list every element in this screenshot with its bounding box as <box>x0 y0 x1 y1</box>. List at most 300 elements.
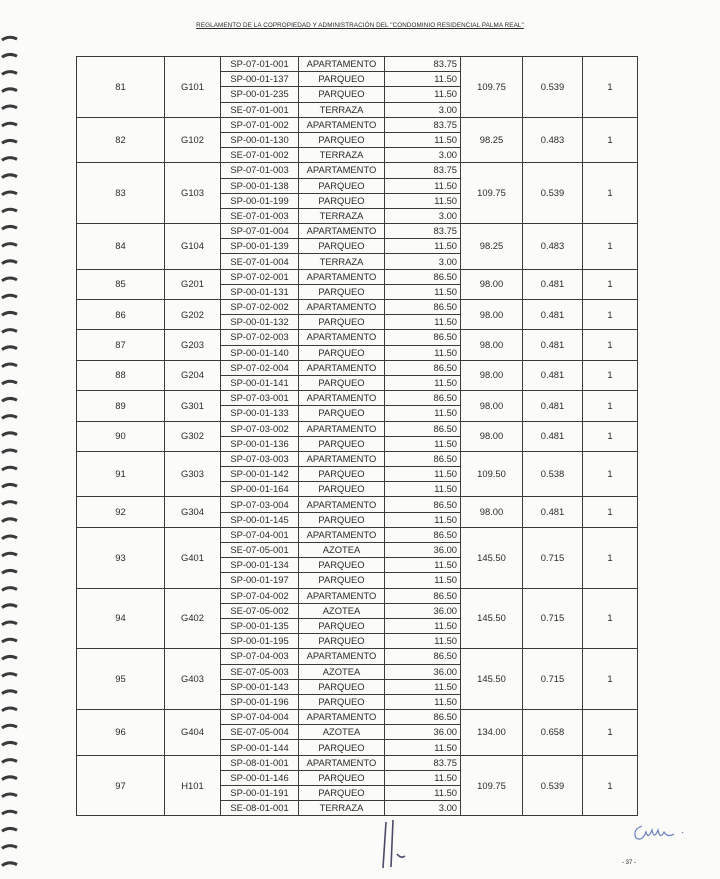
unit-number: 95 <box>77 649 165 710</box>
item-type: PARQUEO <box>299 634 385 649</box>
item-id: SP-00-01-196 <box>221 694 299 709</box>
unit-coefficient: 0.715 <box>523 649 583 710</box>
binder-hole <box>2 330 17 333</box>
item-id: SP-07-01-002 <box>221 117 299 132</box>
item-id: SP-00-01-146 <box>221 770 299 785</box>
unit-votes: 1 <box>583 755 638 816</box>
unit-total-area: 98.25 <box>461 117 523 163</box>
unit-total-area: 98.25 <box>461 224 523 270</box>
item-type: APARTAMENTO <box>299 710 385 725</box>
unit-coefficient: 0.481 <box>523 269 583 299</box>
item-type: PARQUEO <box>299 72 385 87</box>
unit-number: 90 <box>77 421 165 451</box>
binder-hole <box>2 622 17 625</box>
unit-votes: 1 <box>583 360 638 390</box>
item-id: SP-00-01-143 <box>221 679 299 694</box>
item-id: SP-00-01-195 <box>221 634 299 649</box>
unit-number: 83 <box>77 163 165 224</box>
item-area: 11.50 <box>385 72 461 87</box>
binder-hole <box>2 192 17 195</box>
unit-number: 97 <box>77 755 165 816</box>
unit-number: 86 <box>77 300 165 330</box>
item-area: 83.75 <box>385 117 461 132</box>
signature-mark <box>370 818 420 873</box>
unit-total-area: 109.75 <box>461 57 523 118</box>
item-id: SP-07-01-003 <box>221 163 299 178</box>
item-area: 11.50 <box>385 482 461 497</box>
item-area: 86.50 <box>385 451 461 466</box>
unit-number: 84 <box>77 224 165 270</box>
item-area: 11.50 <box>385 239 461 254</box>
item-id: SP-07-01-001 <box>221 57 299 72</box>
item-area: 36.00 <box>385 725 461 740</box>
item-area: 86.50 <box>385 360 461 375</box>
item-type: PARQUEO <box>299 558 385 573</box>
item-id: SP-00-01-135 <box>221 618 299 633</box>
table-row <box>77 497 638 512</box>
item-area: 83.75 <box>385 57 461 72</box>
item-type: PARQUEO <box>299 178 385 193</box>
item-id: SE-07-05-004 <box>221 725 299 740</box>
item-type: PARQUEO <box>299 345 385 360</box>
table-row <box>77 117 638 132</box>
unit-number: 85 <box>77 269 165 299</box>
unit-number: 82 <box>77 117 165 163</box>
table-row <box>77 391 638 406</box>
binder-hole <box>2 364 17 367</box>
item-area: 11.50 <box>385 558 461 573</box>
binder-hole <box>2 484 17 487</box>
item-type: TERRAZA <box>299 254 385 269</box>
item-id: SP-07-04-003 <box>221 649 299 664</box>
unit-votes: 1 <box>583 163 638 224</box>
binder-hole <box>2 519 17 522</box>
item-area: 11.50 <box>385 375 461 390</box>
item-type: APARTAMENTO <box>299 269 385 284</box>
binder-hole <box>2 72 17 75</box>
unit-total-area: 98.00 <box>461 300 523 330</box>
item-type: AZOTEA <box>299 603 385 618</box>
binder-hole <box>2 158 17 161</box>
item-id: SP-07-01-004 <box>221 224 299 239</box>
unit-votes: 1 <box>583 421 638 451</box>
binder-hole <box>2 536 17 539</box>
unit-votes: 1 <box>583 710 638 756</box>
unit-number: 87 <box>77 330 165 360</box>
unit-votes: 1 <box>583 391 638 421</box>
item-id: SP-00-01-142 <box>221 467 299 482</box>
unit-coefficient: 0.715 <box>523 527 583 588</box>
item-area: 11.50 <box>385 315 461 330</box>
binder-hole <box>2 175 17 178</box>
document-header: REGLAMENTO DE LA COPROPIEDAD Y ADMINISTRACIÓN DEL "CONDOMINIO RESIDENCIAL PALMA REAL" <box>196 22 524 29</box>
binder-hole <box>2 846 17 849</box>
binder-hole <box>2 244 17 247</box>
item-id: SP-08-01-001 <box>221 755 299 770</box>
unit-code: G201 <box>165 269 221 299</box>
item-area: 86.50 <box>385 391 461 406</box>
item-area: 11.50 <box>385 634 461 649</box>
binder-hole <box>2 398 17 401</box>
unit-code: G401 <box>165 527 221 588</box>
unit-coefficient: 0.483 <box>523 117 583 163</box>
unit-coefficient: 0.481 <box>523 300 583 330</box>
item-type: PARQUEO <box>299 770 385 785</box>
item-id: SE-07-05-002 <box>221 603 299 618</box>
table-row <box>77 588 638 603</box>
unit-votes: 1 <box>583 588 638 649</box>
unit-total-area: 98.00 <box>461 421 523 451</box>
item-type: APARTAMENTO <box>299 360 385 375</box>
item-id: SP-00-01-138 <box>221 178 299 193</box>
binder-hole <box>2 37 17 40</box>
item-id: SE-07-05-001 <box>221 543 299 558</box>
binder-hole <box>2 261 17 264</box>
item-id: SP-07-04-001 <box>221 527 299 542</box>
item-area: 3.00 <box>385 102 461 117</box>
item-type: PARQUEO <box>299 679 385 694</box>
item-area: 11.50 <box>385 436 461 451</box>
binder-hole <box>2 863 17 866</box>
table-row <box>77 649 638 664</box>
item-id: SP-00-01-130 <box>221 132 299 147</box>
item-id: SE-07-01-001 <box>221 102 299 117</box>
item-type: PARQUEO <box>299 436 385 451</box>
binder-hole <box>2 656 17 659</box>
item-id: SP-07-02-003 <box>221 330 299 345</box>
unit-number: 96 <box>77 710 165 756</box>
item-area: 86.50 <box>385 269 461 284</box>
table-row <box>77 755 638 770</box>
unit-code: G301 <box>165 391 221 421</box>
item-type: APARTAMENTO <box>299 451 385 466</box>
item-type: APARTAMENTO <box>299 330 385 345</box>
item-area: 11.50 <box>385 406 461 421</box>
unit-number: 89 <box>77 391 165 421</box>
unit-total-area: 134.00 <box>461 710 523 756</box>
item-type: PARQUEO <box>299 284 385 299</box>
unit-code: G102 <box>165 117 221 163</box>
binder-hole <box>2 570 17 573</box>
unit-total-area: 145.50 <box>461 527 523 588</box>
item-id: SE-07-05-003 <box>221 664 299 679</box>
item-type: PARQUEO <box>299 375 385 390</box>
unit-total-area: 145.50 <box>461 649 523 710</box>
table-row <box>77 269 638 284</box>
item-type: PARQUEO <box>299 618 385 633</box>
item-area: 86.50 <box>385 421 461 436</box>
item-area: 86.50 <box>385 527 461 542</box>
unit-number: 93 <box>77 527 165 588</box>
item-id: SP-07-04-002 <box>221 588 299 603</box>
binder-hole <box>2 605 17 608</box>
table-row <box>77 421 638 436</box>
item-area: 83.75 <box>385 755 461 770</box>
unit-code: G101 <box>165 57 221 118</box>
item-area: 11.50 <box>385 618 461 633</box>
item-id: SP-00-01-145 <box>221 512 299 527</box>
item-area: 11.50 <box>385 132 461 147</box>
item-type: TERRAZA <box>299 102 385 117</box>
item-type: PARQUEO <box>299 193 385 208</box>
unit-code: G303 <box>165 451 221 497</box>
item-type: APARTAMENTO <box>299 391 385 406</box>
item-type: TERRAZA <box>299 801 385 816</box>
binder-hole <box>2 742 17 745</box>
item-id: SP-07-03-003 <box>221 451 299 466</box>
item-area: 83.75 <box>385 163 461 178</box>
binder-hole <box>2 828 17 831</box>
unit-coefficient: 0.481 <box>523 391 583 421</box>
item-type: APARTAMENTO <box>299 57 385 72</box>
unit-code: H101 <box>165 755 221 816</box>
item-id: SP-00-01-197 <box>221 573 299 588</box>
item-id: SP-00-01-235 <box>221 87 299 102</box>
item-id: SP-00-01-140 <box>221 345 299 360</box>
unit-votes: 1 <box>583 269 638 299</box>
item-id: SP-07-03-001 <box>221 391 299 406</box>
item-id: SP-07-03-004 <box>221 497 299 512</box>
item-type: APARTAMENTO <box>299 421 385 436</box>
item-id: SP-00-01-164 <box>221 482 299 497</box>
table-row <box>77 57 638 72</box>
unit-coefficient: 0.483 <box>523 224 583 270</box>
table-row <box>77 330 638 345</box>
table-row <box>77 451 638 466</box>
binder-hole <box>2 433 17 436</box>
unit-code: G104 <box>165 224 221 270</box>
unit-coefficient: 0.538 <box>523 451 583 497</box>
unit-code: G103 <box>165 163 221 224</box>
item-type: APARTAMENTO <box>299 649 385 664</box>
item-area: 11.50 <box>385 512 461 527</box>
item-type: PARQUEO <box>299 87 385 102</box>
unit-votes: 1 <box>583 300 638 330</box>
item-type: APARTAMENTO <box>299 755 385 770</box>
unit-total-area: 109.75 <box>461 163 523 224</box>
item-area: 3.00 <box>385 148 461 163</box>
binder-hole <box>2 209 17 212</box>
binder-holes <box>0 0 26 879</box>
binder-hole <box>2 278 17 281</box>
item-id: SP-00-01-132 <box>221 315 299 330</box>
page-number: - 37 - <box>622 860 637 866</box>
item-area: 11.50 <box>385 740 461 755</box>
unit-votes: 1 <box>583 649 638 710</box>
binder-hole <box>2 553 17 556</box>
binder-hole <box>2 502 17 505</box>
item-area: 83.75 <box>385 224 461 239</box>
binder-hole <box>2 54 17 57</box>
unit-coefficient: 0.658 <box>523 710 583 756</box>
table-row <box>77 710 638 725</box>
item-id: SP-00-01-139 <box>221 239 299 254</box>
item-type: PARQUEO <box>299 315 385 330</box>
unit-votes: 1 <box>583 497 638 527</box>
unit-code: G203 <box>165 330 221 360</box>
item-area: 3.00 <box>385 208 461 223</box>
binder-hole <box>2 794 17 797</box>
binder-hole <box>2 760 17 763</box>
item-type: APARTAMENTO <box>299 300 385 315</box>
item-area: 11.50 <box>385 694 461 709</box>
item-type: APARTAMENTO <box>299 224 385 239</box>
binder-hole <box>2 725 17 728</box>
item-area: 11.50 <box>385 345 461 360</box>
unit-total-area: 98.00 <box>461 269 523 299</box>
unit-code: G202 <box>165 300 221 330</box>
binder-hole <box>2 347 17 350</box>
item-area: 86.50 <box>385 649 461 664</box>
item-area: 86.50 <box>385 330 461 345</box>
unit-coefficient: 0.539 <box>523 755 583 816</box>
item-type: PARQUEO <box>299 239 385 254</box>
table-row <box>77 527 638 542</box>
binder-hole <box>2 106 17 109</box>
binder-hole <box>2 674 17 677</box>
item-area: 11.50 <box>385 770 461 785</box>
item-id: SP-00-01-191 <box>221 786 299 801</box>
unit-coefficient: 0.481 <box>523 330 583 360</box>
item-type: AZOTEA <box>299 725 385 740</box>
unit-coefficient: 0.481 <box>523 421 583 451</box>
item-area: 11.50 <box>385 87 461 102</box>
item-id: SP-00-01-136 <box>221 436 299 451</box>
item-area: 11.50 <box>385 178 461 193</box>
unit-votes: 1 <box>583 330 638 360</box>
binder-hole <box>2 123 17 126</box>
item-area: 3.00 <box>385 254 461 269</box>
unit-total-area: 109.50 <box>461 451 523 497</box>
binder-hole <box>2 708 17 711</box>
item-id: SP-00-01-199 <box>221 193 299 208</box>
item-id: SP-00-01-144 <box>221 740 299 755</box>
unit-code: G302 <box>165 421 221 451</box>
binder-hole <box>2 89 17 92</box>
item-id: SP-00-01-134 <box>221 558 299 573</box>
table-row <box>77 360 638 375</box>
unit-number: 94 <box>77 588 165 649</box>
item-type: APARTAMENTO <box>299 163 385 178</box>
unit-total-area: 98.00 <box>461 391 523 421</box>
table-row <box>77 163 638 178</box>
item-id: SP-00-01-141 <box>221 375 299 390</box>
item-area: 36.00 <box>385 603 461 618</box>
unit-coefficient: 0.539 <box>523 57 583 118</box>
initials-mark <box>628 818 698 848</box>
binder-hole <box>2 312 17 315</box>
item-type: AZOTEA <box>299 543 385 558</box>
item-type: PARQUEO <box>299 132 385 147</box>
item-id: SE-07-01-002 <box>221 148 299 163</box>
unit-number: 88 <box>77 360 165 390</box>
item-type: PARQUEO <box>299 406 385 421</box>
item-type: PARQUEO <box>299 786 385 801</box>
item-type: PARQUEO <box>299 694 385 709</box>
unit-votes: 1 <box>583 57 638 118</box>
binder-hole <box>2 811 17 814</box>
unit-total-area: 98.00 <box>461 360 523 390</box>
unit-code: G402 <box>165 588 221 649</box>
item-type: PARQUEO <box>299 512 385 527</box>
item-id: SP-07-04-004 <box>221 710 299 725</box>
item-type: AZOTEA <box>299 664 385 679</box>
unit-total-area: 145.50 <box>461 588 523 649</box>
unit-votes: 1 <box>583 527 638 588</box>
binder-hole <box>2 467 17 470</box>
unit-number: 91 <box>77 451 165 497</box>
unit-number: 92 <box>77 497 165 527</box>
item-id: SE-07-01-003 <box>221 208 299 223</box>
item-type: TERRAZA <box>299 208 385 223</box>
unit-coefficient: 0.715 <box>523 588 583 649</box>
item-id: SP-00-01-131 <box>221 284 299 299</box>
item-type: PARQUEO <box>299 467 385 482</box>
binder-hole <box>2 639 17 642</box>
item-area: 11.50 <box>385 679 461 694</box>
item-type: PARQUEO <box>299 573 385 588</box>
item-id: SE-07-01-004 <box>221 254 299 269</box>
unit-total-area: 98.00 <box>461 330 523 360</box>
binder-hole <box>2 691 17 694</box>
table-row <box>77 300 638 315</box>
item-type: PARQUEO <box>299 482 385 497</box>
item-area: 36.00 <box>385 543 461 558</box>
unit-code: G403 <box>165 649 221 710</box>
unit-code: G404 <box>165 710 221 756</box>
binder-hole <box>2 140 17 143</box>
item-id: SP-07-02-001 <box>221 269 299 284</box>
binder-hole <box>2 416 17 419</box>
unit-code: G304 <box>165 497 221 527</box>
unit-total-area: 98.00 <box>461 497 523 527</box>
item-type: APARTAMENTO <box>299 117 385 132</box>
item-area: 11.50 <box>385 284 461 299</box>
item-type: APARTAMENTO <box>299 527 385 542</box>
unit-votes: 1 <box>583 224 638 270</box>
unit-number: 81 <box>77 57 165 118</box>
item-type: APARTAMENTO <box>299 588 385 603</box>
item-id: SP-07-03-002 <box>221 421 299 436</box>
table-row <box>77 224 638 239</box>
unit-coefficient: 0.481 <box>523 497 583 527</box>
item-area: 86.50 <box>385 497 461 512</box>
binder-hole <box>2 777 17 780</box>
item-area: 86.50 <box>385 710 461 725</box>
item-id: SP-00-01-133 <box>221 406 299 421</box>
binder-hole <box>2 381 17 384</box>
unit-coefficient: 0.481 <box>523 360 583 390</box>
binder-hole <box>2 226 17 229</box>
units-table <box>76 56 638 816</box>
unit-total-area: 109.75 <box>461 755 523 816</box>
item-id: SP-07-02-002 <box>221 300 299 315</box>
unit-votes: 1 <box>583 117 638 163</box>
item-id: SP-00-01-137 <box>221 72 299 87</box>
item-area: 11.50 <box>385 786 461 801</box>
unit-coefficient: 0.539 <box>523 163 583 224</box>
item-area: 86.50 <box>385 588 461 603</box>
item-id: SE-08-01-001 <box>221 801 299 816</box>
unit-code: G204 <box>165 360 221 390</box>
item-area: 3.00 <box>385 801 461 816</box>
item-area: 11.50 <box>385 573 461 588</box>
item-area: 11.50 <box>385 193 461 208</box>
item-area: 86.50 <box>385 300 461 315</box>
item-type: PARQUEO <box>299 740 385 755</box>
item-area: 11.50 <box>385 467 461 482</box>
item-type: TERRAZA <box>299 148 385 163</box>
